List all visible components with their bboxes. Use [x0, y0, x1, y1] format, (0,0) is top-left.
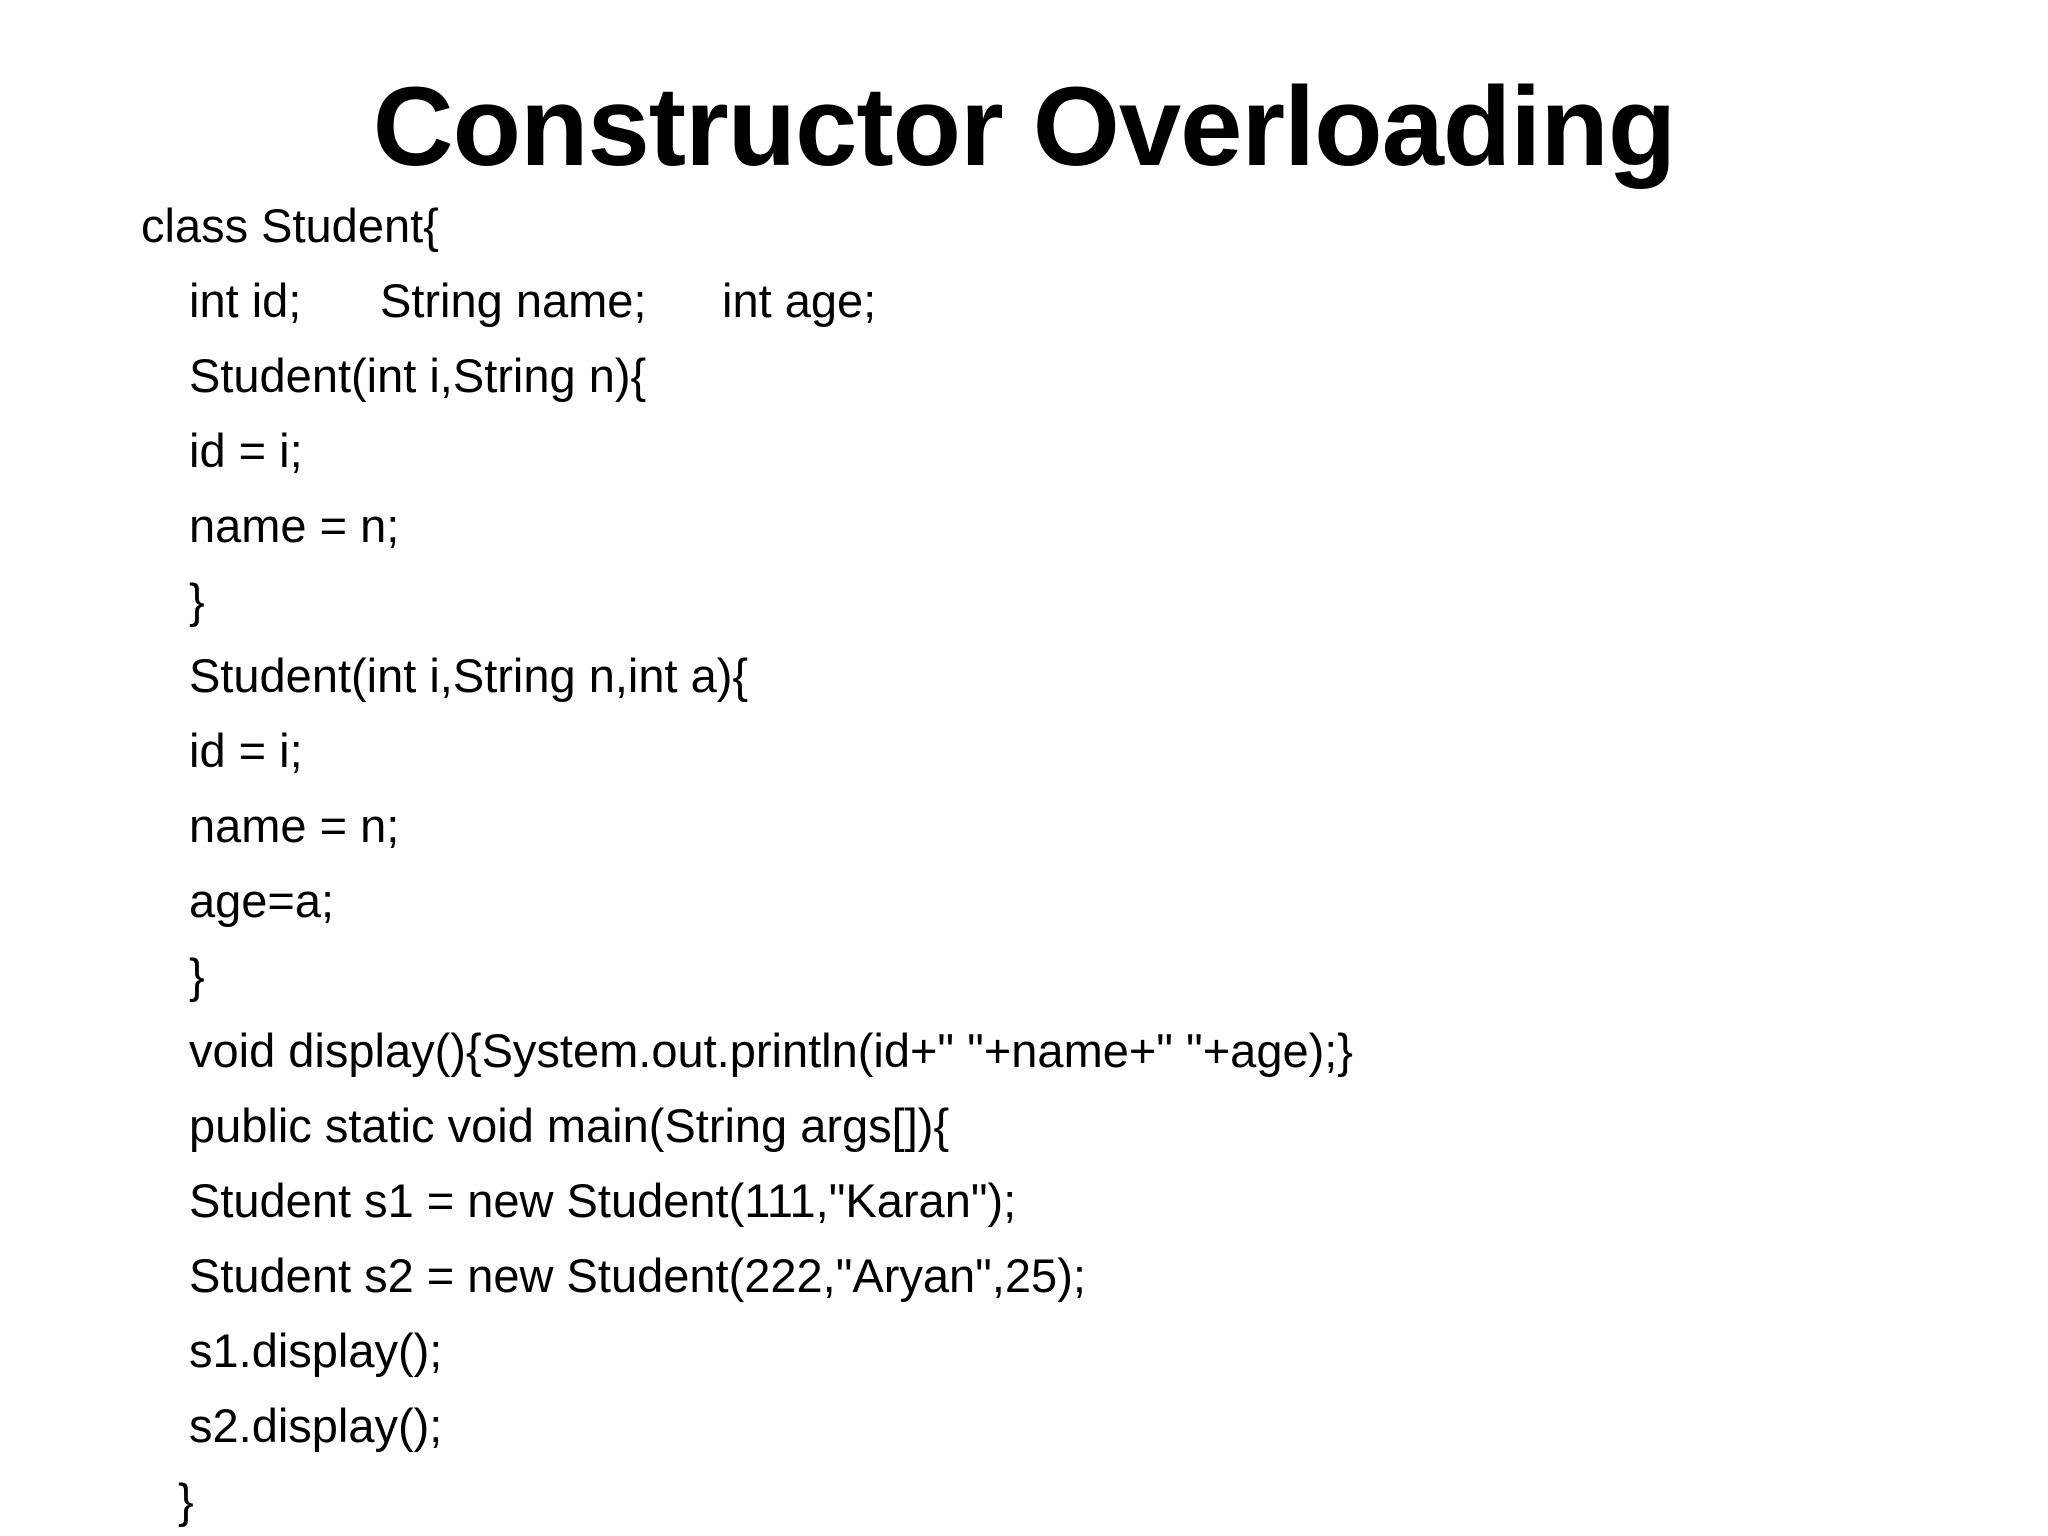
code-line: public static void main(String args[]){ [189, 1099, 950, 1152]
code-line: name = n; [189, 499, 400, 552]
code-line: Student(int i,String n,int a){ [189, 649, 749, 702]
code-line: name = n; [189, 799, 400, 852]
code-field-name: String name; [380, 274, 647, 327]
code-line: s2.display(); [189, 1399, 443, 1452]
slide-title: Constructor Overloading [372, 64, 1676, 189]
code-line: Student s2 = new Student(222,"Aryan",25); [189, 1249, 1086, 1302]
code-line: age=a; [189, 874, 335, 927]
code-line: Student(int i,String n){ [189, 349, 647, 402]
code-field-age: int age; [722, 274, 877, 327]
code-line: } [189, 574, 205, 627]
code-line: id = i; [189, 724, 303, 777]
code-line-closing-brace: } [178, 1474, 194, 1527]
code-line: void display(){System.out.println(id+" "+name+" "+age);} [189, 1024, 1354, 1077]
code-line: id = i; [189, 424, 303, 477]
code-line: } [189, 949, 205, 1002]
code-line: Student s1 = new Student(111,"Karan"); [189, 1174, 1017, 1227]
code-field-id: int id; [189, 274, 302, 327]
code-line: s1.display(); [189, 1324, 443, 1377]
code-line-class-declaration: class Student{ [141, 199, 439, 252]
